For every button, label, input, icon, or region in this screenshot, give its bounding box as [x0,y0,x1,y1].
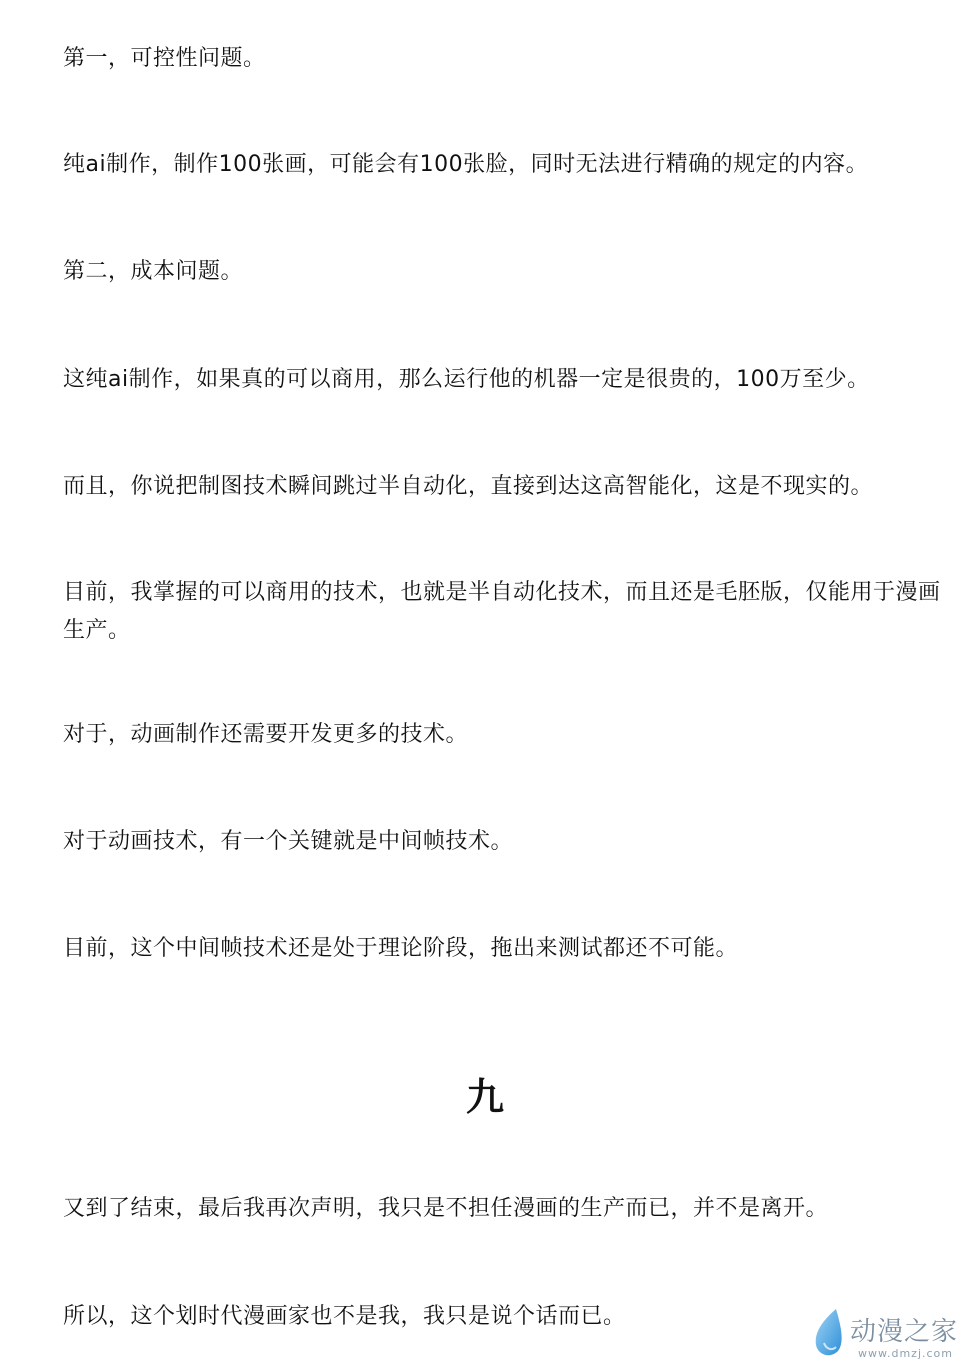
closing-paragraph-1: 又到了结束，最后我再次声明，我只是不担任漫画的生产而已，并不是离开。 [63,1196,829,1221]
paragraph-7: 对于，动画制作还需要开发更多的技术。 [63,722,469,747]
section-heading: 九 [465,1075,504,1119]
paragraph-1: 第一，可控性问题。 [63,46,266,71]
paragraph-9: 目前，这个中间帧技术还是处于理论阶段，拖出来测试都还不可能。 [63,936,739,961]
paragraph-4: 这纯ai制作，如果真的可以商用，那么运行他的机器一定是很贵的，100万至少。 [63,367,870,392]
paragraph-2: 纯ai制作，制作100张画，可能会有100张脸，同时无法进行精确的规定的内容。 [63,152,869,177]
paragraph-3: 第二，成本问题。 [63,259,244,284]
water-drop-logo-icon [812,1307,846,1359]
paragraph-5: 而且，你说把制图技术瞬间跳过半自动化，直接到达这高智能化，这是不现实的。 [63,474,874,499]
closing-paragraph-2: 所以，这个划时代漫画家也不是我，我只是说个话而已。 [63,1304,626,1329]
site-watermark [812,1307,962,1363]
paragraph-6: 目前，我掌握的可以商用的技术，也就是半自动化技术，而且还是毛胚版，仅能用于漫画生产。 [63,580,941,643]
watermark-url: www.dmzj.com [858,1347,953,1360]
watermark-brand: 动漫之家 [850,1317,959,1347]
paragraph-8: 对于动画技术，有一个关键就是中间帧技术。 [63,829,514,854]
